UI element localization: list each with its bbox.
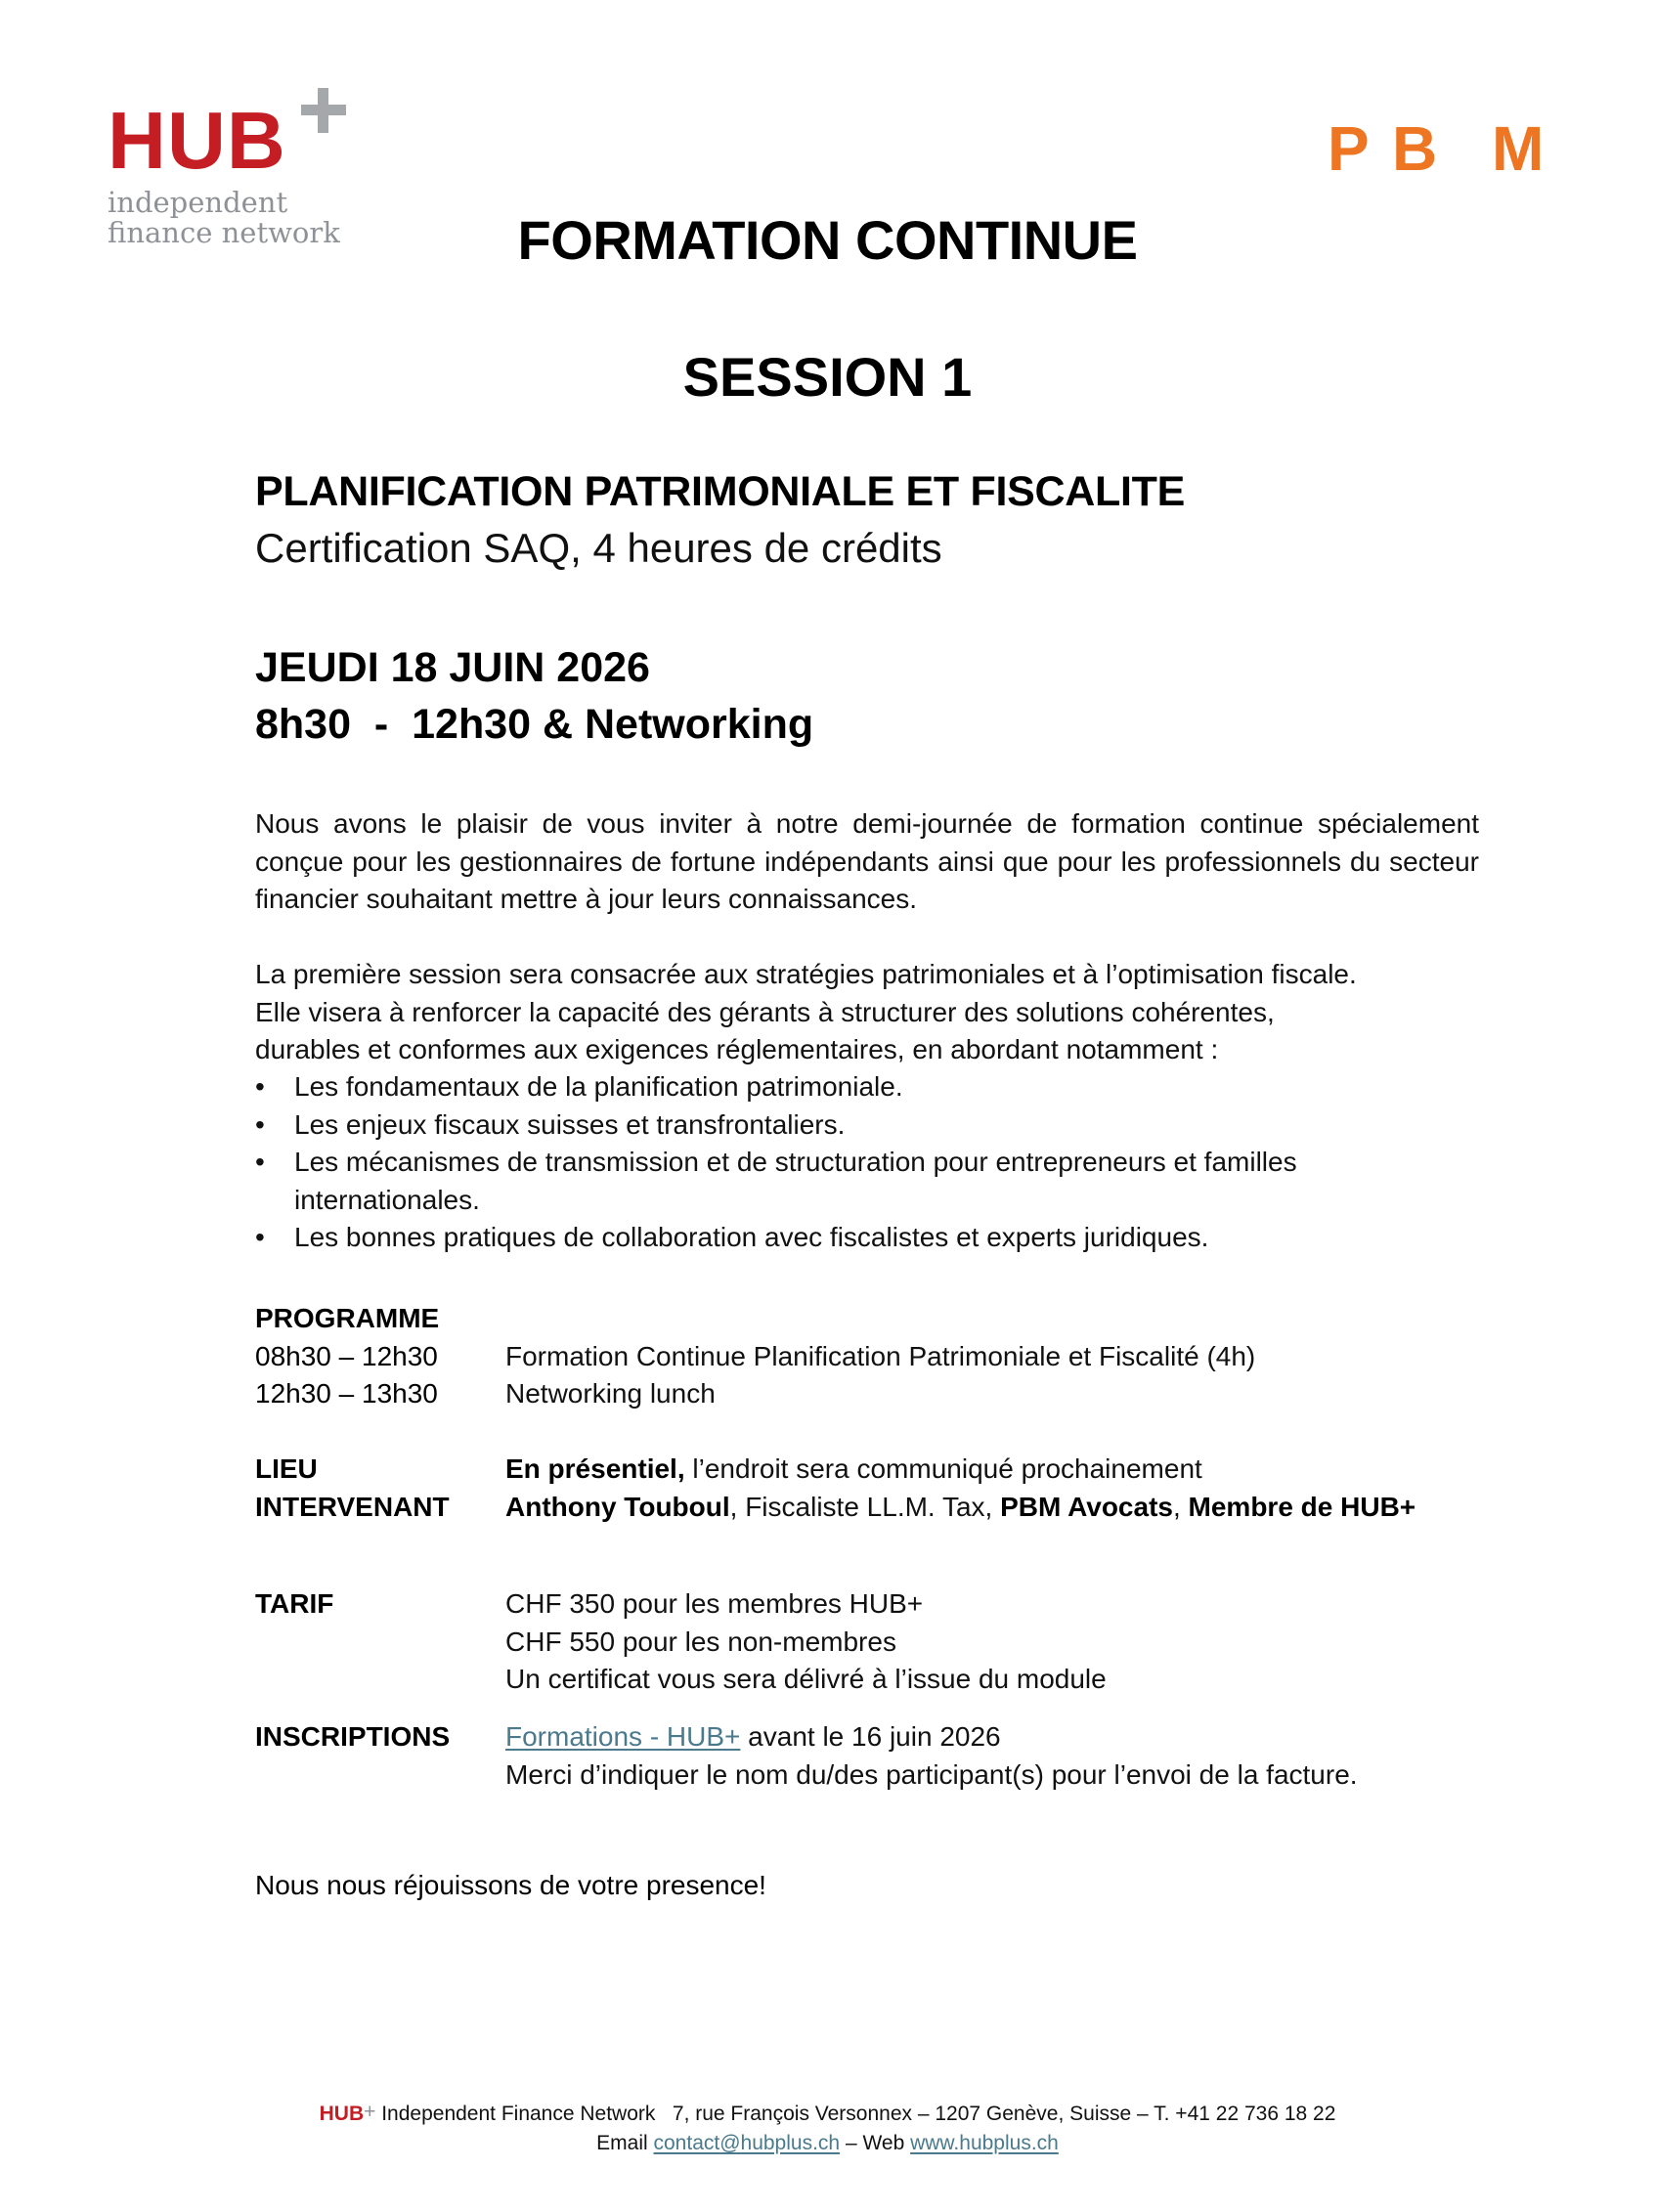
programme-section (255, 1300, 1526, 1413)
footer-web-label: – Web (840, 2132, 911, 2154)
programme-row (255, 1375, 1526, 1413)
programme-description: Formation Continue Planification Patrimoniale et Fiscalité (4h) (505, 1340, 1256, 1371)
inscriptions-section (255, 1718, 1526, 1794)
topics-list (255, 1068, 1479, 1257)
footer-address: Independent Finance Network 7, rue François Versonnex – 1207 Genève, Suisse – T. +41 22 736 18 22 (375, 2103, 1336, 2125)
event-time: 8h30 - 12h30 & Networking (255, 701, 814, 748)
programme-header-row (255, 1300, 1526, 1338)
intervenant-label: INTERVENANT (255, 1491, 450, 1522)
footer-address-line (0, 2098, 1655, 2129)
inscriptions-value (505, 1718, 1001, 1757)
plus-icon: + (364, 2101, 376, 2123)
programme-description: Networking lunch (505, 1378, 716, 1409)
lieu-label: LIEU (255, 1453, 318, 1484)
session-description-line: Elle visera à renforcer la capacité des gérants à structurer des solutions cohérentes, (255, 996, 1275, 1027)
footer-email-label: Email (596, 2132, 654, 2154)
venue-speaker-section (255, 1451, 1526, 1526)
lieu-mode: En présentiel, (505, 1453, 685, 1484)
lieu-value (505, 1451, 1202, 1489)
pbm-logo-letter-p: P (1328, 113, 1370, 184)
tarif-label: TARIF (255, 1588, 334, 1619)
tarif-row (255, 1585, 1526, 1624)
inscriptions-deadline: avant le 16 juin 2026 (740, 1721, 1001, 1752)
hub-logo-wordmark: HUB (108, 95, 286, 186)
page-title: FORMATION CONTINUE (517, 209, 1138, 271)
lieu-row (255, 1451, 1526, 1489)
programme-row (255, 1338, 1526, 1376)
tagline-line-2: finance network (108, 216, 340, 249)
bullet-icon: • (255, 1147, 265, 1177)
list-item-text: Les mécanismes de transmission et de structuration pour entrepreneurs et familles internationales. (294, 1147, 1297, 1215)
speaker-membership: Membre de HUB+ (1188, 1491, 1416, 1522)
inscriptions-label: INSCRIPTIONS (255, 1721, 451, 1752)
speaker-title: , Fiscaliste LL.M. Tax, (729, 1491, 1001, 1522)
tarif-row (255, 1661, 1526, 1699)
footer-hub-logo: HUB (319, 2103, 365, 2125)
tarif-nonmember-price: CHF 550 pour les non-membres (505, 1626, 896, 1657)
programme-time: 12h30 – 13h30 (255, 1378, 438, 1409)
footer-contact-line (0, 2129, 1655, 2158)
list-item (255, 1068, 1479, 1106)
programme-time: 08h30 – 12h30 (255, 1340, 438, 1371)
inscriptions-row (255, 1757, 1526, 1795)
lieu-detail: l’endroit sera communiqué prochainement (684, 1453, 1202, 1484)
tarif-section (255, 1585, 1526, 1699)
session-description-line: La première session sera consacrée aux stratégies patrimoniales et à l’optimisation fiscale. (255, 959, 1357, 989)
session-description-line: durables et conformes aux exigences réglementaires, en abordant notamment : (255, 1034, 1219, 1064)
list-item (255, 1106, 1479, 1145)
inscriptions-row (255, 1718, 1526, 1757)
list-item-text: Les fondamentaux de la planification patrimoniale. (294, 1071, 903, 1102)
tagline-line-1: independent (108, 186, 288, 219)
programme-label: PROGRAMME (255, 1303, 440, 1333)
bullet-icon: • (255, 1108, 265, 1140)
session-description (255, 956, 1479, 1069)
event-date: JEUDI 18 JUIN 2026 (255, 644, 650, 691)
list-item (255, 1219, 1479, 1257)
course-title: PLANIFICATION PATRIMONIALE ET FISCALITE (255, 468, 1185, 515)
separator: , (1172, 1491, 1189, 1522)
footer (0, 2098, 1655, 2158)
speaker-firm: PBM Avocats (1000, 1491, 1173, 1522)
pbm-logo-letter-b: B (1392, 113, 1438, 184)
bullet-icon: • (255, 1071, 265, 1102)
list-item (255, 1144, 1479, 1219)
closing-message: Nous nous réjouissons de votre presence! (255, 1870, 766, 1900)
plus-icon (301, 88, 346, 133)
intro-paragraph: Nous avons le plaisir de vous inviter à notre demi-journée de formation continue spécialement conçue pour les gestionnaires de fortune indépendants ainsi que pour les professionnels du secteur financier souhaitant mettre à jour leurs connaissances. (255, 808, 1479, 914)
pbm-logo-letter-m: M (1492, 113, 1545, 184)
tarif-member-price: CHF 350 pour les membres HUB+ (505, 1588, 924, 1619)
footer-email-link[interactable]: contact@hubplus.ch (653, 2132, 841, 2154)
intervenant-row (255, 1489, 1526, 1527)
session-title: SESSION 1 (682, 346, 973, 408)
list-item-text: Les enjeux fiscaux suisses et transfrontaliers. (294, 1108, 846, 1140)
bullet-icon: • (255, 1222, 265, 1252)
list-item-text: Les bonnes pratiques de collaboration avec fiscalistes et experts juridiques. (294, 1222, 1209, 1252)
intervenant-value (505, 1489, 1415, 1527)
tarif-row (255, 1624, 1526, 1662)
formations-hub-link[interactable]: Formations - HUB+ (505, 1721, 741, 1752)
footer-web-link[interactable]: www.hubplus.ch (910, 2132, 1059, 2154)
speaker-name: Anthony Touboul (505, 1491, 730, 1522)
inscriptions-note: Merci d’indiquer le nom du/des participant(s) pour l’envoi de la facture. (505, 1758, 1358, 1790)
course-certification: Certification SAQ, 4 heures de crédits (255, 525, 942, 571)
tarif-certificate-note: Un certificat vous sera délivré à l’issue du module (505, 1664, 1107, 1694)
